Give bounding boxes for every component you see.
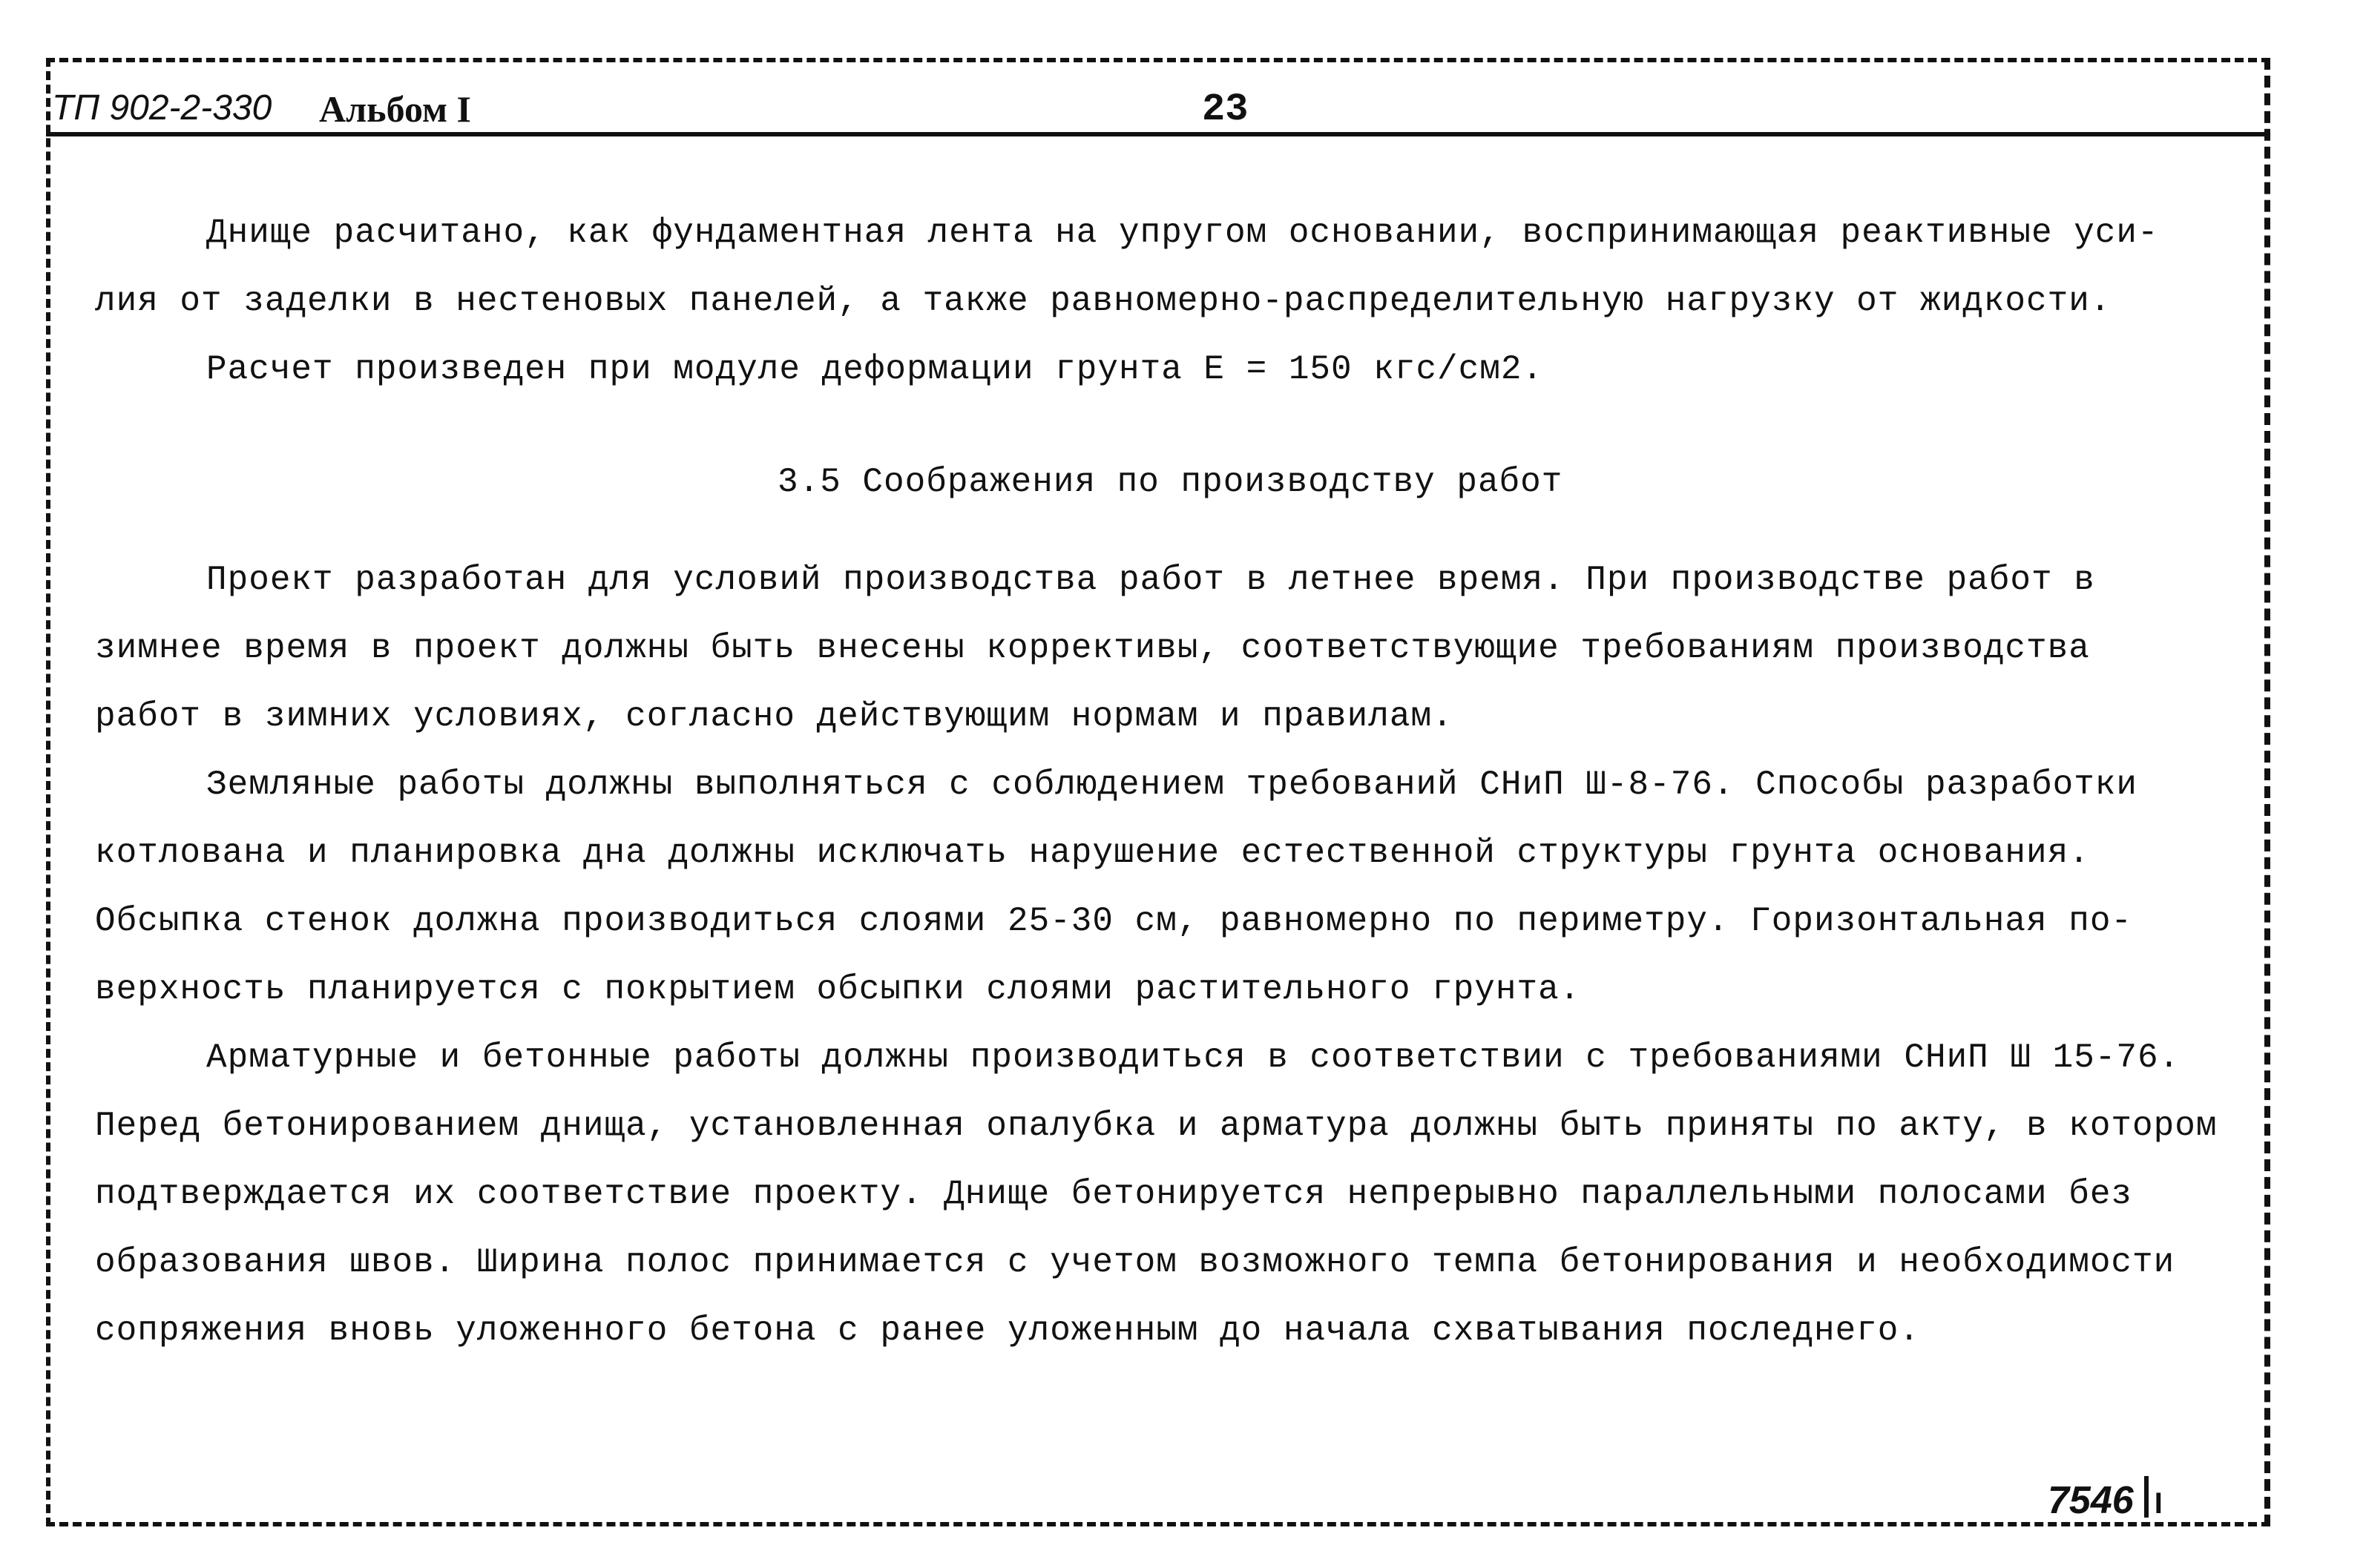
text-line: сопряжения вновь уложенного бетона с ранее уложенным до начала схватывания последнего. [95,1311,1920,1350]
album-label: Альбом I [319,88,472,130]
document-body [95,199,2261,1365]
footer-divider [2144,1476,2149,1518]
document-code: ТП 902-2-330 [52,88,272,128]
page-number: 23 [1202,88,1249,131]
text-line: верхность планируется с покрытием обсыпки слоями растительного грунта. [95,970,1581,1009]
text-line: котлована и планировка дна должны исключать нарушение естественной структуры грунта основания. [95,834,2090,872]
footer-sheet: I [2154,1487,2163,1520]
footer-stamp [2048,1476,2163,1523]
text-line: подтверждается их соответствие проекту. Днище бетонируется непрерывно параллельными полосами без [95,1175,2133,1213]
footer-number: 7546 [2048,1479,2134,1522]
text-line: образования швов. Ширина полос принимается с учетом возможного темпа бетонирования и необходимости [95,1243,2175,1282]
text-line: Земляные работы должны выполняться с соблюдением требований СНиП Ш-8-76. Способы разработки [206,765,2138,804]
text-line: зимнее время в проект должны быть внесены коррективы, соответствующие требованиям производства [95,629,2090,668]
section-title: 3.5 Соображения по производству работ [778,463,1563,501]
text-line: Обсыпка стенок должна производиться слоями 25-30 см, равномерно по периметру. Горизонтальная по- [95,902,2133,941]
header-rule [46,132,2270,136]
text-line: лия от заделки в нестеновых панелей, а также равномерно-распределительную нагрузку от жидкости. [95,282,2112,320]
text-line: Днище расчитано, как фундаментная лента на упругом основании, воспринимающая реактивные уси- [206,214,2159,252]
text-line: Перед бетонированием днища, установленная опалубка и арматура должны быть приняты по акту, в котором [95,1107,2218,1145]
text-line: работ в зимних условиях, согласно действующим нормам и правилам. [95,697,1453,736]
text-line: Арматурные и бетонные работы должны производиться в соответствии с требованиями СНиП Ш 15-76. [206,1038,2181,1077]
text-line: Расчет произведен при модуле деформации грунта Е = 150 кгс/см2. [206,350,1544,389]
text-line: Проект разработан для условий производства работ в летнее время. При производстве работ в [206,561,2095,599]
